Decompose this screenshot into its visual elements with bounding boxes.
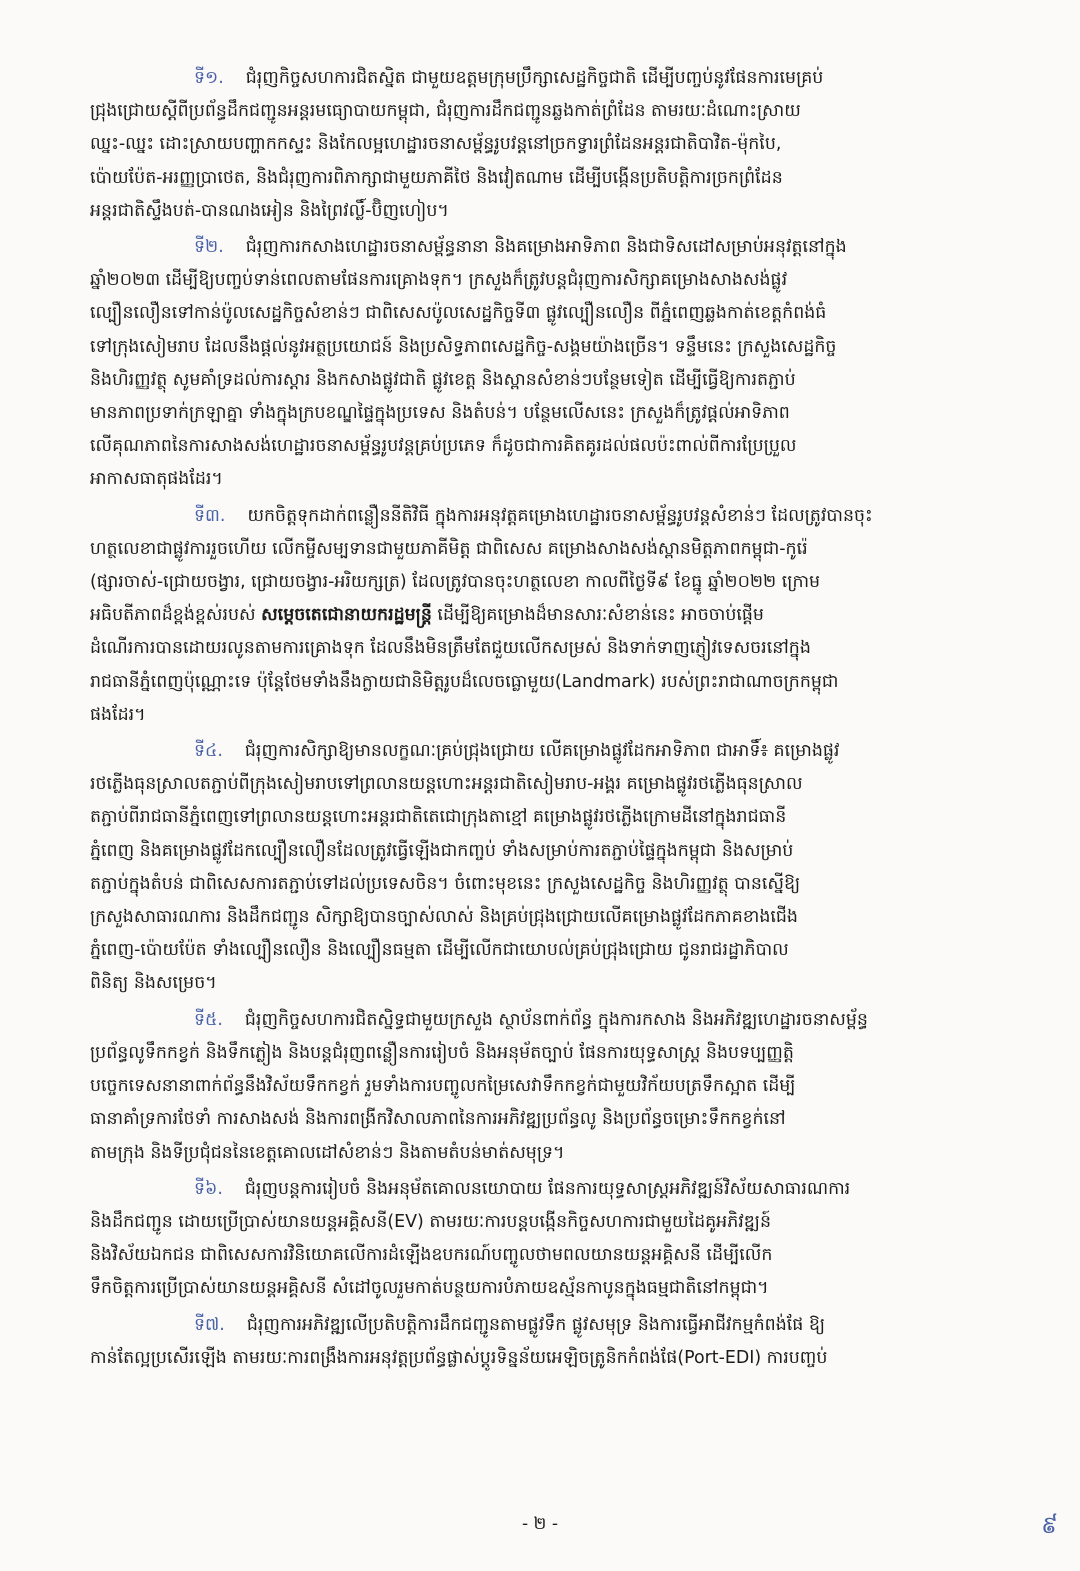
paragraph-first-line — [90, 231, 1056, 264]
paragraph-line: លើគុណភាពនៃការសាងសង់ហេដ្ឋារចនាសម្ព័ន្ធរូបវន្តគ្រប់ប្រភេទ ក៏ដូចជាការគិតគូរដល់ផលប៉ះពាល់ពីការប្រែប្រួល — [90, 436, 797, 457]
paragraph-line: និងដឹកជញ្ជូន ដោយប្រើប្រាស់យានយន្តអគ្គិសនី(EV) តាមរយៈការបន្តបង្កើនកិច្ចសហការជាមួយដៃគូអភិវឌ្ឍន៍ — [90, 1211, 772, 1232]
paragraph-line: និងហិរញ្ញវត្ថុ សូមគាំទ្រដល់ការស្តារ និងកសាងផ្លូវជាតិ ផ្លូវខេត្ត និងស្ពានសំខាន់ៗបន្ថែមទៀត ដើម្បីធ្វើឱ្យការតភ្ជាប់ — [90, 369, 796, 390]
paragraph-line: (ផ្សារចាស់-ជ្រោយចង្វារ, ជ្រោយចង្វារ-អរិយក្សត្រ) ដែលត្រូវបានចុះហត្ថលេខា កាលពីថ្ងៃទី៩ ខែធ្នូ ឆ្នាំ២០២២ ក្រោម — [90, 572, 821, 593]
paragraph-first-line — [90, 1309, 1056, 1342]
paragraph-number: ទី៣. — [194, 505, 226, 526]
prime-minister-title: សម្តេចតេជោនាយករដ្ឋមន្ត្រី — [261, 605, 432, 626]
paragraph-line: ភ្នំពេញ-ប៉ោយប៉ែត ទាំងល្បឿនលឿន និងល្បឿនធម្មតា ដើម្បីលើកជាយោបល់គ្រប់ជ្រុងជ្រោយ ជូនរាជរដ្ឋាភិបាល — [90, 940, 789, 961]
paragraph-first-line — [90, 500, 1056, 533]
paragraph-line: ដំណើរការបានដោយរលូនតាមការគ្រោងទុក ដែលនឹងមិនត្រឹមតែជួយលើកសម្រស់ និងទាក់ទាញភ្ញៀវទេសចរនៅក្នុង — [90, 638, 811, 659]
paragraph-line: ប្រព័ន្ធលូទឹកកខ្វក់ និងទឹកភ្លៀង និងបន្តជំរុញពន្លឿនការរៀបចំ និងអនុម័តច្បាប់ ផែនការយុទ្ធសាស្ត្រ និងបទប្បញ្ញត្តិ — [90, 1042, 794, 1063]
paragraph-line: ឆ្នាំ២០២៣ ដើម្បីឱ្យបញ្ចប់ទាន់ពេលតាមផែនការគ្រោងទុក។ ក្រសួងក៏ត្រូវបន្តជំរុញការសិក្សាគម្រោងសាងសង់ផ្លូវ — [90, 270, 788, 291]
article-paragraph — [90, 1004, 1056, 1170]
paragraph-line: បច្ចេកទេសនានាពាក់ព័ន្ធនឹងវិស័យទឹកកខ្វក់ រួមទាំងការបញ្ចូលកម្រៃសេវាទឹកកខ្វក់ជាមួយវិក័យបត្រទឹកស្អាត ដើម្បី — [90, 1076, 796, 1097]
paragraph-line: រាជធានីភ្នំពេញប៉ុណ្ណោះទេ ប៉ុន្តែថែមទាំងនឹងក្លាយជានិមិត្តរូបដ៏លេចធ្លោមួយ(Landmark) របស់ព្រះរាជាណាចក្រកម្ពុជា — [90, 671, 839, 692]
paragraph-number: ទី៤. — [194, 741, 223, 762]
paragraph-line: កាន់តែល្អប្រសើរឡើង តាមរយៈការពង្រឹងការអនុវត្តប្រព័ន្ធផ្លាស់ប្តូរទិន្នន័យអេឡិចត្រូនិកកំពង់ផែ(Port-EDI) ការបញ្ចប់ — [90, 1347, 828, 1368]
paragraph-line: ប៉ោយប៉ែត-អរញ្ញប្រាថេត, និងជំរុញការពិភាក្សាជាមួយភាគីថៃ និងវៀតណាម ដើម្បីបង្កើនប្រតិបត្តិការច្រកព្រំដែន — [90, 167, 783, 188]
article-paragraph — [90, 1173, 1056, 1306]
paragraph-line — [90, 599, 1056, 632]
paragraph-line: តភ្ជាប់ពីរាជធានីភ្នំពេញទៅព្រលានយន្តហោះអន្តរជាតិតេជោក្រុងតាខ្មៅ គម្រោងផ្លូវរថភ្លើងក្រោមដីនៅក្នុងរាជធានី — [90, 807, 787, 828]
line-text: ដើម្បីឱ្យគម្រោងដ៏មានសារៈសំខាន់នេះ អាចចាប់ផ្តើម — [431, 605, 764, 626]
paragraph-text: ជំរុញបន្តការរៀបចំ និងអនុម័តគោលនយោបាយ ផែនការយុទ្ធសាស្ត្រអភិវឌ្ឍន៍វិស័យសាធារណការ — [244, 1178, 851, 1199]
paragraph-number: ទី១. — [194, 68, 224, 88]
paragraph-line: ហត្ថលេខាជាផ្លូវការរួចហើយ លើកម្ចីសម្បទានជាមួយភាគីមិត្ត ជាពិសេស គម្រោងសាងសង់ស្ពានមិត្តភាពកម្ពុជា-កូរ៉េ — [90, 538, 808, 559]
paragraph-line: ធានាគាំទ្រការថែទាំ ការសាងសង់ និងការពង្រីកវិសាលភាពនៃការអភិវឌ្ឍប្រព័ន្ធលូ និងប្រព័ន្ធចម្រោះទឹកកខ្វក់នៅ — [90, 1109, 786, 1130]
paragraph-number: ទី៥. — [194, 1009, 223, 1030]
paragraph-line: តភ្ជាប់ក្នុងតំបន់ ជាពិសេសការតភ្ជាប់ទៅដល់ប្រទេសចិន។ ចំពោះមុខនេះ ក្រសួងសេដ្ឋកិច្ច និងហិរញ្ញវត្ថុ បានស្នើឱ្យ — [90, 873, 801, 894]
paragraph-line: និងវិស័យឯកជន ជាពិសេសការវិនិយោគលើការដំឡើងឧបករណ៍បញ្ចូលថាមពលយានយន្តអគ្គិសនី ដើម្បីលើក — [90, 1245, 773, 1266]
paragraph-line: រថភ្លើងធុនស្រាលតភ្ជាប់ពីក្រុងសៀមរាបទៅព្រលានយន្តហោះអន្តរជាតិសៀមរាប-អង្គរ គម្រោងផ្លូវរថភ្លើងធុនស្រាល — [90, 774, 803, 795]
paragraph-text: ជំរុញកិច្ចសហការជិតស្និត ជាមួយឧត្តមក្រុមប្រឹក្សាសេដ្ឋកិច្ចជាតិ ដើម្បីបញ្ចប់នូវផែនការមេគ្រប់ — [245, 68, 824, 88]
paragraph-line: ល្បឿនលឿនទៅកាន់ប៉ូលសេដ្ឋកិច្ចសំខាន់ៗ ជាពិសេសប៉ូលសេដ្ឋកិច្ចទី៣ ផ្លូវល្បឿនលឿន ពីភ្នំពេញឆ្លងកាត់ខេត្តកំពង់ធំ — [90, 303, 827, 324]
paragraph-text: ជំរុញការសិក្សាឱ្យមានលក្ខណៈគ្រប់ជ្រុងជ្រោយ លើគម្រោងផ្លូវដែកអាទិភាព ជាអាទិ៍៖ គម្រោងផ្លូវ — [244, 741, 840, 762]
paragraph-line: មានភាពប្រទាក់ក្រឡាគ្នា ទាំងក្នុងក្របខណ្ឌផ្ទៃក្នុងប្រទេស និងតំបន់។ បន្ថែមលើសនេះ ក្រសួងក៏ត្រូវផ្តល់អាទិភាព — [90, 403, 790, 424]
article-paragraph — [90, 231, 1056, 497]
paragraph-text: ជំរុញការកសាងហេដ្ឋារចនាសម្ព័ន្ធនានា និងគម្រោងអាទិភាព និងជាទិសដៅសម្រាប់អនុវត្តនៅក្នុង — [245, 237, 847, 258]
corner-page-number: ៩ — [1041, 1511, 1058, 1539]
paragraph-number: ទី៧. — [194, 1314, 225, 1335]
paragraph-first-line — [90, 1173, 1056, 1206]
document-body — [90, 62, 1056, 1378]
paragraph-number: ទី៦. — [194, 1178, 223, 1199]
paragraph-line: អន្តរជាតិស្ទឹងបត់-បានណងអៀន និងព្រៃវល្លិ៍-ប៊ិញហៀប។ — [90, 200, 449, 221]
paragraph-line: ពិនិត្យ និងសម្រេច។ — [90, 973, 217, 994]
line-text: អធិបតីភាពដ៏ខ្ពង់ខ្ពស់របស់ — [90, 605, 262, 626]
article-paragraph — [90, 1309, 1056, 1375]
paragraph-first-line — [90, 1004, 1056, 1037]
paragraph-line: ឈ្នះ-ឈ្នះ ដោះស្រាយបញ្ហាកកស្ទះ និងកែលម្អហេដ្ឋារចនាសម្ព័ន្ធរូបវន្តនៅច្រកទ្វារព្រំដែនអន្តរជាតិបាវិត-ម៉ុកបៃ, — [90, 134, 782, 155]
page-number: - ២ - — [522, 1514, 558, 1534]
paragraph-line: អាកាសធាតុផងដែរ។ — [90, 469, 223, 490]
paragraph-line: ក្រសួងសាធារណការ និងដឹកជញ្ជូន សិក្សាឱ្យបានច្បាស់លាស់ និងគ្រប់ជ្រុងជ្រោយលើគម្រោងផ្លូវដែកភាគខាងជើង — [90, 907, 798, 928]
paragraph-line: ទឹកចិត្តការប្រើប្រាស់យានយន្តអគ្គិសនី សំដៅចូលរួមកាត់បន្ថយការបំភាយឧស្ម័នកាបូនក្នុងធម្មជាតិនៅកម្ពុជា។ — [90, 1278, 769, 1299]
paragraph-text: ជំរុញកិច្ចសហការជិតស្និទ្ធជាមួយក្រសួង ស្ថាប័នពាក់ព័ន្ធ ក្នុងការកសាង និងអភិវឌ្ឍហេដ្ឋារចនាសម្ព័ន្ធ — [244, 1009, 868, 1030]
paragraph-line: តាមក្រុង និងទីប្រជុំជននៃខេត្តគោលដៅសំខាន់ៗ និងតាមតំបន់មាត់សមុទ្រ។ — [90, 1142, 565, 1163]
article-paragraph — [90, 735, 1056, 1001]
paragraph-line: ជ្រុងជ្រោយស្តីពីប្រព័ន្ធដឹកជញ្ជូនអន្តរមធ្យោបាយកម្ពុជា, ជំរុញការដឹកជញ្ជូនឆ្លងកាត់ព្រំដែន តាមរយៈដំណោះស្រាយ — [90, 101, 801, 122]
paragraph-number: ទី២. — [194, 237, 224, 258]
paragraph-first-line — [90, 735, 1056, 768]
article-paragraph — [90, 500, 1056, 732]
paragraph-line: ផងដែរ។ — [90, 704, 146, 725]
paragraph-line: ភ្នំពេញ និងគម្រោងផ្លូវដែកល្បឿនលឿនដែលត្រូវធ្វើឡើងជាកញ្ចប់ ទាំងសម្រាប់ការតភ្ជាប់ផ្ទៃក្នុងកម្ពុជា និងសម្រាប់ — [90, 840, 794, 861]
paragraph-first-line — [90, 62, 1056, 95]
article-paragraph — [90, 62, 1056, 228]
paragraph-text: ជំរុញការអភិវឌ្ឍលើប្រតិបត្តិការដឹកជញ្ជូនតាមផ្លូវទឹក ផ្លូវសមុទ្រ និងការធ្វើអាជីវកម្មកំពង់ផែ ឱ្យ — [246, 1314, 826, 1335]
paragraph-line: ទៅក្រុងសៀមរាប ដែលនឹងផ្តល់នូវអត្ថប្រយោជន៍ និងប្រសិទ្ធភាពសេដ្ឋកិច្ច-សង្គមយ៉ាងច្រើន។ ទន្ទឹមនេះ ក្រសួងសេដ្ឋកិច្ច — [90, 336, 837, 357]
paragraph-text: យកចិត្តទុកដាក់ពន្លឿននីតិវិធី ក្នុងការអនុវត្តគម្រោងហេដ្ឋារចនាសម្ព័ន្ធរូបវន្តសំខាន់ៗ ដែលត្រូវបានចុះ — [247, 505, 873, 526]
